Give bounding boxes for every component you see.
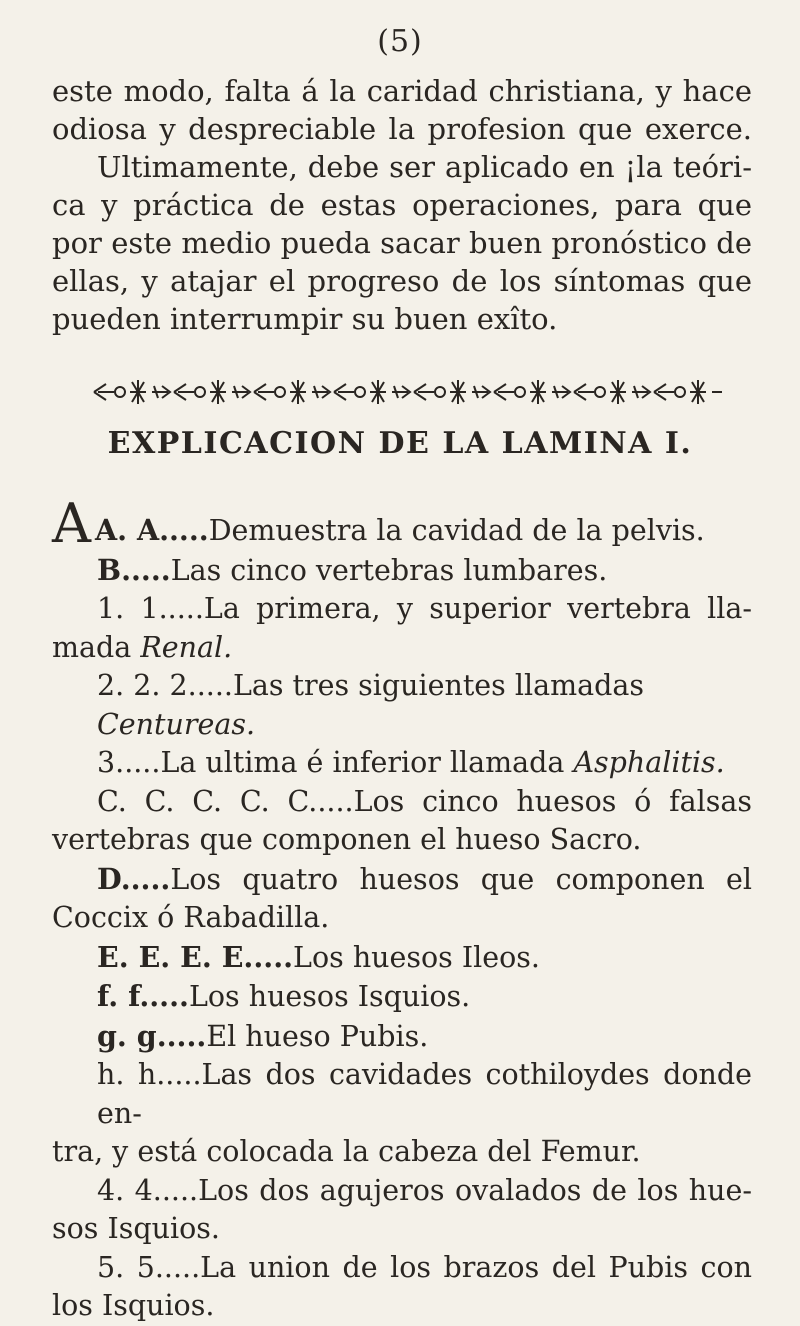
legend-key: 5. 5.....	[97, 1250, 201, 1284]
legend-key: C. C. C. C. C.....	[97, 784, 354, 818]
opening-paragraph	[52, 72, 752, 338]
legend-text: Demuestra la cavidad de la pelvis.	[208, 514, 705, 547]
legend-italic-term: Centureas.	[97, 707, 256, 741]
paragraph-line: pueden interrumpir su buen exîto.	[52, 302, 558, 336]
legend-text: Los dos agujeros ovalados de los hue-	[198, 1173, 752, 1207]
legend-continuation: mada	[52, 630, 141, 664]
legend-italic-term: Asphalitis.	[573, 746, 725, 779]
legend-text: La union de los brazos del Pubis con	[200, 1250, 752, 1284]
legend-entry	[52, 1056, 752, 1172]
paragraph-line: por este medio pueda sacar buen pronóstico de	[52, 226, 752, 260]
legend-key: B.....	[97, 552, 171, 587]
legend-entry	[52, 667, 752, 744]
paragraph-line: ellas, y atajar el progreso de los síntomas que	[52, 264, 752, 298]
legend-text: Los huesos Ileos.	[293, 940, 540, 974]
legend-text: Los huesos Isquios.	[188, 980, 471, 1013]
legend-text: La ultima é inferior llamada	[160, 746, 574, 779]
plate-legend	[52, 492, 752, 1326]
legend-key: h. h.....	[97, 1058, 202, 1091]
legend-text: La primera, y superior vertebra lla-	[203, 592, 752, 625]
paragraph-line: Ultimamente, debe ser aplicado en ¡la teóri-	[97, 150, 752, 184]
legend-continuation: sos Isquios.	[52, 1212, 220, 1245]
legend-entry	[52, 977, 752, 1017]
legend-key: 3.....	[97, 746, 161, 779]
legend-key: E. E. E. E.....	[97, 939, 294, 974]
legend-entry	[52, 860, 752, 938]
legend-entry	[52, 938, 752, 978]
legend-italic-term: Renal.	[140, 630, 233, 664]
legend-text: Las cinco vertebras lumbares.	[170, 553, 608, 587]
legend-continuation: los Isquios.	[52, 1289, 215, 1322]
legend-key: D.....	[97, 861, 171, 896]
legend-continuation: Coccix ó Rabadilla.	[52, 901, 330, 934]
legend-key: g. g.....	[97, 1018, 207, 1053]
paragraph-line: este modo, falta á la caridad christiana, y hace	[52, 74, 752, 108]
legend-entry	[52, 783, 752, 860]
paragraph-line: ca y práctica de estas operaciones, para que	[52, 188, 752, 222]
legend-entry	[52, 744, 752, 783]
legend-key: 4. 4.....	[97, 1173, 199, 1207]
legend-entry	[52, 1172, 752, 1249]
paragraph-line: odiosa y despreciable la profesion que exerce.	[52, 112, 752, 146]
legend-text: Los cinco huesos ó falsas	[353, 784, 752, 818]
page-number: (5)	[377, 24, 423, 59]
legend-key: f. f.....	[97, 979, 189, 1013]
legend-entry	[52, 590, 752, 667]
legend-key: 1. 1.....	[97, 592, 204, 625]
section-title: EXPLICACION DE LA LAMINA I.	[107, 426, 693, 461]
legend-continuation: vertebras que componen el hueso Sacro.	[52, 823, 642, 856]
legend-entry	[52, 1249, 752, 1326]
legend-text: El hueso Pubis.	[206, 1019, 429, 1053]
legend-key: A. A.....	[95, 513, 209, 547]
legend-entry	[52, 492, 752, 555]
legend-text: Las tres siguientes llamadas	[232, 669, 644, 702]
legend-entry	[52, 1017, 752, 1057]
legend-text: Los quatro huesos que componen el	[170, 862, 752, 896]
legend-key: 2. 2. 2.....	[97, 669, 233, 702]
legend-continuation: tra, y está colocada la cabeza del Femur.	[52, 1135, 641, 1168]
legend-text: Las dos cavidades cothiloydes donde en-	[97, 1058, 752, 1130]
drop-cap-letter: A	[52, 492, 91, 555]
legend-entry	[52, 551, 752, 591]
decorative-ornament-border	[92, 374, 724, 410]
